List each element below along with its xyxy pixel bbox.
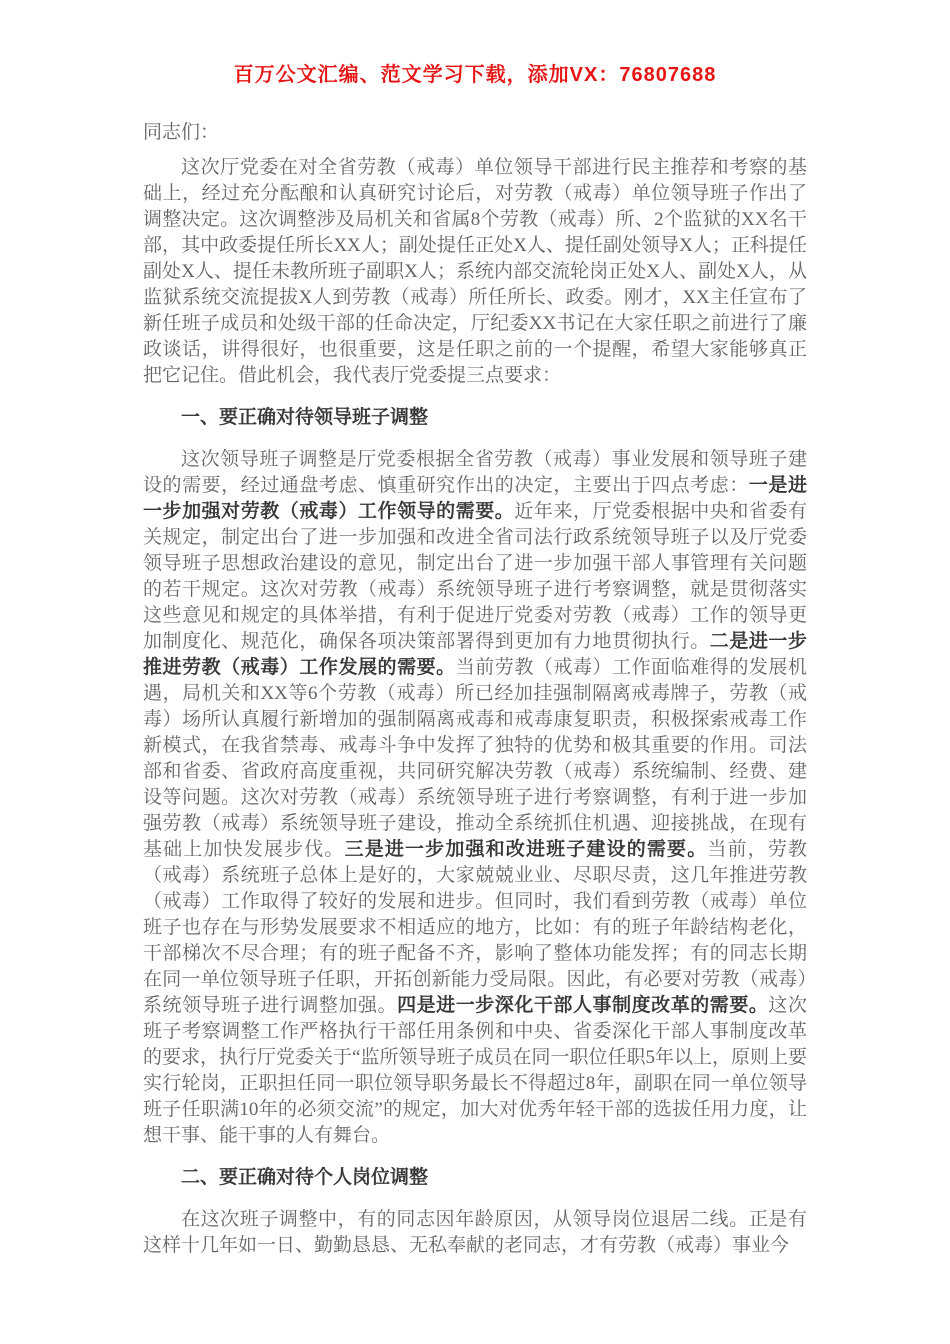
text-run: 这次厅党委在对全省劳教（戒毒）单位领导干部进行民主推荐和考察的基础上，经过充分酝酿和认真研究讨论后，对劳教（戒毒）单位领导班子作出了调整决定。这次调整涉及局机关和省属8个劳教（戒毒）所、2个监狱的XX名干部，其中政委提任所长XX人；副处提任正处X人、提任副处领导X人；正科提任副处X人、提任未教所班子副职X人；系统内部交流轮岗正处X人、副处X人，从监狱系统交流提拔X人到劳教（戒毒）所任所长、政委。刚才，XX主任宣布了新任班子成员和处级干部的任命决定，厅纪委XX书记在大家任职之前进行了廉政谈话，讲得很好，也很重要，这是任职之前的一个提醒，希望大家能够真正把它记住。借此机会，我代表厅党委提三点要求： bbox=[143, 157, 807, 386]
text-run-bold: 一是进一步加强对劳教（戒毒）工作领导的需要。 bbox=[143, 475, 807, 522]
text-run: 这次领导班子调整是厅党委根据全省劳教（戒毒）事业发展和领导班子建设的需要，经过通盘考虑、慎重研究作出的决定，主要出于四点考虑： bbox=[143, 449, 807, 496]
text-run: 当前劳教（戒毒）工作面临难得的发展机遇，局机关和XX等6个劳教（戒毒）所已经加挂强制隔离戒毒牌子，劳教（戒毒）场所认真履行新增加的强制隔离戒毒和戒毒康复职责，积极探索戒毒工作新模式，在我省禁毒、戒毒斗争中发挥了独特的优势和极其重要的作用。司法部和省委、省政府高度重视，共同研究解决劳教（戒毒）系统编制、经费、建设等问题。这次对劳教（戒毒）系统领导班子进行考察调整，有利于进一步加强劳教（戒毒）系统领导班子建设，推动全系统抓住机遇、迎接挑战，在现有基础上加快发展步伐。 bbox=[143, 657, 807, 860]
salutation: 同志们： bbox=[143, 122, 220, 143]
section-heading: 一、要正确对待领导班子调整 bbox=[181, 407, 429, 428]
text-run-bold: 三是进一步加强和改进班子建设的需要。 bbox=[344, 839, 708, 860]
text-run: 在这次班子调整中，有的同志因年龄原因，从领导岗位退居二线。正是有这样十几年如一日、勤勤恳恳、无私奉献的老同志，才有劳教（戒毒）事业今 bbox=[143, 1209, 807, 1256]
text-run: 当前，劳教（戒毒）系统班子总体上是好的，大家兢兢业业、尽职尽责，这几年推进劳教（戒毒）工作取得了较好的发展和进步。但同时，我们看到劳教（戒毒）单位班子也存在与形势发展要求不相适应的地方，比如：有的班子年龄结构老化，干部梯次不尽合理；有的班子配备不齐，影响了整体功能发挥；有的同志长期在同一单位领导班子任职，开拓创新能力受局限。因此，有必要对劳教（戒毒）系统领导班子进行调整加强。 bbox=[143, 839, 807, 1016]
document-body bbox=[143, 120, 807, 1259]
text-run: 这次班子考察调整工作严格执行干部任用条例和中央、省委深化干部人事制度改革的要求，执行厅党委关于“监所领导班子成员在同一职位任职5年以上，原则上要实行轮岗，正职担任同一职位领导职务最长不得超过8年，副职在同一单位领导班子任职满10年的必须交流”的规定，加大对优秀年轻干部的选拔任用力度，让想干事、能干事的人有舞台。 bbox=[143, 995, 807, 1146]
paragraph bbox=[143, 155, 807, 389]
promo-banner: 百万公文汇编、范文学习下载，添加VX：76807688 bbox=[233, 64, 717, 86]
text-run-bold: 四是进一步深化干部人事制度改革的需要。 bbox=[397, 995, 769, 1016]
text-run-bold: 二是进一步推进劳教（戒毒）工作发展的需要。 bbox=[143, 631, 807, 678]
section-heading: 二、要正确对待个人岗位调整 bbox=[181, 1167, 429, 1188]
paragraph bbox=[143, 447, 807, 1149]
text-run: 近年来，厅党委根据中央和省委有关规定，制定出台了进一步加强和改进全省司法行政系统领导班子以及厅党委领导班子思想政治建设的意见，制定出台了进一步加强干部人事管理有关问题的若干规定。这次对劳教（戒毒）系统领导班子进行考察调整，就是贯彻落实这些意见和规定的具体举措，有利于促进厅党委对劳教（戒毒）工作的领导更加制度化、规范化，确保各项决策部署得到更加有力地贯彻执行。 bbox=[143, 501, 807, 652]
paragraph bbox=[143, 1207, 807, 1259]
